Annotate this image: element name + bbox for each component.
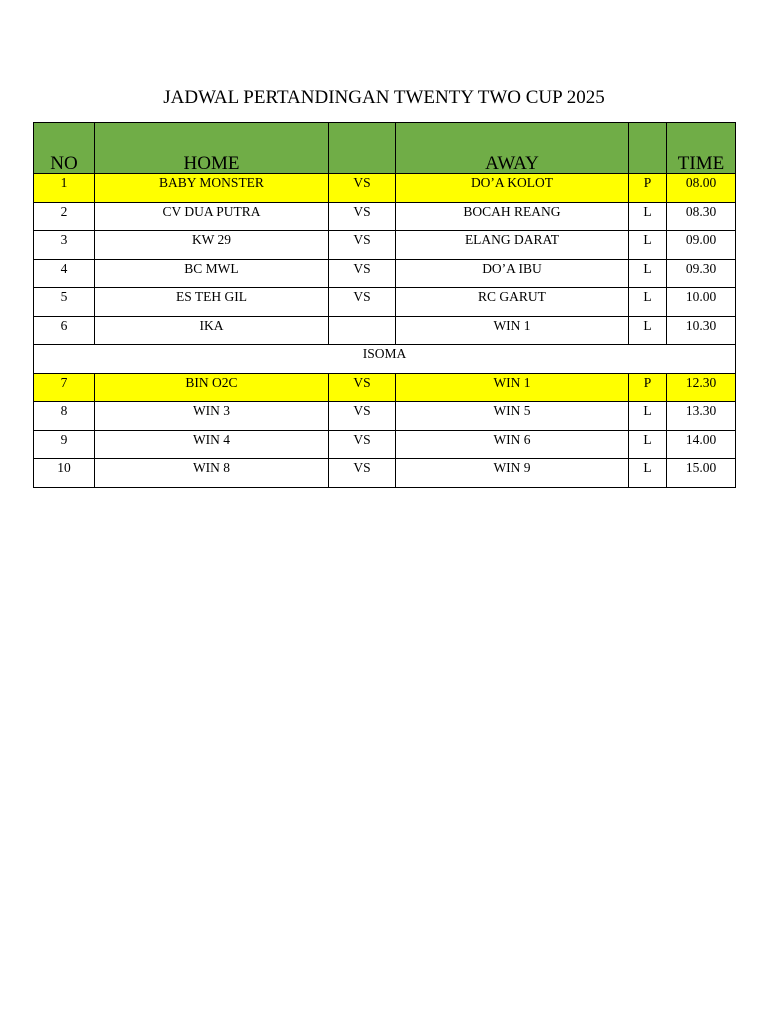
header-vs (329, 123, 396, 174)
table-header-row (34, 123, 736, 174)
rows-after-break (34, 373, 736, 487)
cell-time: 12.30 (667, 373, 736, 402)
cell-time: 09.30 (667, 259, 736, 288)
cell-vs: VS (329, 174, 396, 203)
header-time: TIME (667, 123, 736, 174)
cell-away: RC GARUT (396, 288, 629, 317)
cell-code: L (629, 259, 667, 288)
cell-code: P (629, 174, 667, 203)
cell-no: 8 (34, 402, 95, 431)
cell-away: WIN 1 (396, 316, 629, 345)
cell-away: WIN 6 (396, 430, 629, 459)
cell-time: 10.30 (667, 316, 736, 345)
cell-no: 9 (34, 430, 95, 459)
header-code (629, 123, 667, 174)
cell-vs: VS (329, 430, 396, 459)
cell-code: L (629, 288, 667, 317)
cell-code: P (629, 373, 667, 402)
table-row (34, 174, 736, 203)
cell-home: ES TEH GIL (95, 288, 329, 317)
cell-away: DO’A IBU (396, 259, 629, 288)
cell-code: L (629, 430, 667, 459)
cell-home: WIN 3 (95, 402, 329, 431)
break-section (34, 345, 736, 374)
cell-time: 15.00 (667, 459, 736, 488)
cell-time: 14.00 (667, 430, 736, 459)
table-row (34, 288, 736, 317)
cell-no: 10 (34, 459, 95, 488)
cell-away: WIN 1 (396, 373, 629, 402)
cell-vs: VS (329, 231, 396, 260)
cell-code: L (629, 402, 667, 431)
table-row (34, 202, 736, 231)
table-row (34, 459, 736, 488)
cell-home: BABY MONSTER (95, 174, 329, 203)
cell-away: BOCAH REANG (396, 202, 629, 231)
cell-vs: VS (329, 402, 396, 431)
cell-code: L (629, 202, 667, 231)
cell-code: L (629, 231, 667, 260)
cell-home: KW 29 (95, 231, 329, 260)
cell-code: L (629, 316, 667, 345)
table-row (34, 316, 736, 345)
cell-no: 1 (34, 174, 95, 203)
cell-time: 08.30 (667, 202, 736, 231)
cell-home: IKA (95, 316, 329, 345)
cell-no: 5 (34, 288, 95, 317)
cell-home: BIN O2C (95, 373, 329, 402)
cell-no: 3 (34, 231, 95, 260)
cell-code: L (629, 459, 667, 488)
cell-vs: VS (329, 459, 396, 488)
cell-no: 6 (34, 316, 95, 345)
cell-no: 4 (34, 259, 95, 288)
cell-away: WIN 9 (396, 459, 629, 488)
match-schedule-table (33, 122, 736, 488)
cell-time: 13.30 (667, 402, 736, 431)
cell-home: WIN 4 (95, 430, 329, 459)
cell-time: 09.00 (667, 231, 736, 260)
cell-away: ELANG DARAT (396, 231, 629, 260)
cell-vs: VS (329, 259, 396, 288)
table-row (34, 373, 736, 402)
cell-vs: VS (329, 373, 396, 402)
rows-before-break (34, 174, 736, 345)
cell-vs (329, 316, 396, 345)
cell-home: CV DUA PUTRA (95, 202, 329, 231)
header-away: AWAY (396, 123, 629, 174)
break-row (34, 345, 736, 374)
cell-no: 2 (34, 202, 95, 231)
cell-away: DO’A KOLOT (396, 174, 629, 203)
cell-time: 10.00 (667, 288, 736, 317)
break-label: ISOMA (34, 345, 736, 374)
cell-vs: VS (329, 202, 396, 231)
table-row (34, 402, 736, 431)
table-row (34, 231, 736, 260)
cell-home: WIN 8 (95, 459, 329, 488)
document-title: JADWAL PERTANDINGAN TWENTY TWO CUP 2025 (163, 87, 605, 108)
header-no: NO (34, 123, 95, 174)
cell-home: BC MWL (95, 259, 329, 288)
cell-vs: VS (329, 288, 396, 317)
header-home: HOME (95, 123, 329, 174)
table-row (34, 430, 736, 459)
cell-away: WIN 5 (396, 402, 629, 431)
cell-no: 7 (34, 373, 95, 402)
table-row (34, 259, 736, 288)
cell-time: 08.00 (667, 174, 736, 203)
